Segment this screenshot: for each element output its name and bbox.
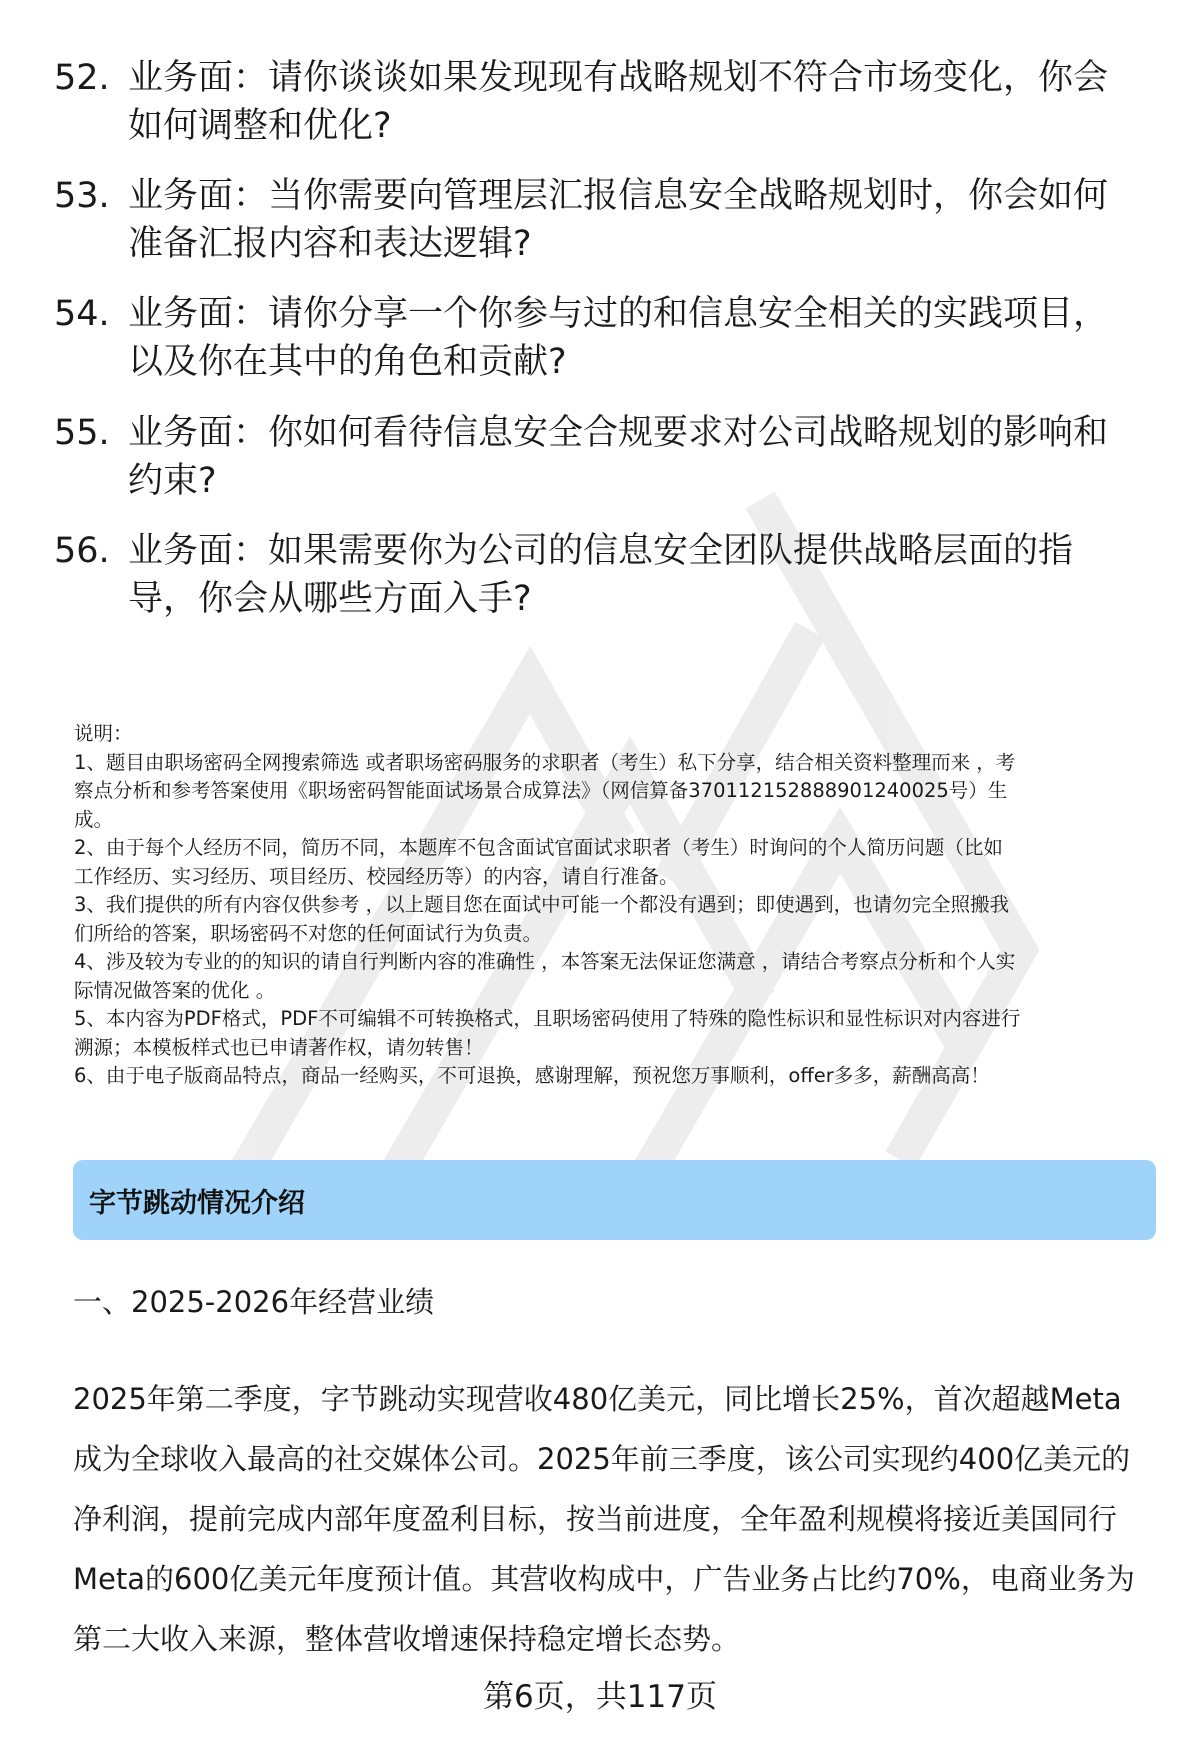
paragraph-line: 净利润，提前完成内部年度盈利目标，按当前进度，全年盈利规模将接近美国同行 <box>73 1502 1118 1536</box>
paragraph-line: 成为全球收入最高的社交媒体公司。2025年前三季度，该公司实现约400亿美元的 <box>73 1442 1131 1476</box>
question-text <box>128 409 1154 505</box>
notes-line: 5、本内容为PDF格式，PDF不可编辑不可转换格式，且职场密码使用了特殊的隐性标识和显性标识对内容进行 <box>74 1007 1021 1030</box>
question-number: 53. <box>54 176 110 216</box>
section-banner <box>73 1160 1156 1240</box>
notes-line: 6、由于电子版商品特点，商品一经购买，不可退换，感谢理解，预祝您万事顺利，offer多多，薪酬高高！ <box>74 1064 990 1087</box>
notes-line: 际情况做答案的优化 。 <box>74 978 276 1002</box>
question-line: 业务面：请你分享一个你参与过的和信息安全相关的实践项目， <box>128 294 1109 334</box>
question-line: 业务面：你如何看待信息安全合规要求对公司战略规划的影响和 <box>128 413 1109 453</box>
question-number: 54. <box>54 294 110 334</box>
notes-line: 溯源；本模板样式也已申请著作权，请勿转售！ <box>74 1035 484 1059</box>
notes-line: 察点分析和参考答案使用《职场密码智能面试场景合成算法》（网信算备370112152888901240025号）生 <box>74 779 1008 802</box>
question-line: 约束? <box>128 461 217 501</box>
question-line: 导，你会从哪些方面入手? <box>128 579 532 619</box>
notes-line: 工作经历、实习经历、项目经历、校园经历等）的内容，请自行准备。 <box>74 864 679 888</box>
question-text <box>128 290 1154 386</box>
section-title: 字节跳动情况介绍 <box>89 1187 305 1219</box>
question-line: 业务面：如果需要你为公司的信息安全团队提供战略层面的指 <box>128 531 1074 571</box>
paragraph-line: 2025年第二季度，字节跳动实现营收480亿美元，同比增长25%，首次超越Meta <box>73 1382 1122 1416</box>
paragraph-line: 第二大收入来源，整体营收增速保持稳定增长态势。 <box>73 1622 741 1656</box>
section-paragraph <box>73 1369 1163 1669</box>
notes-line: 2、由于每个人经历不同，简历不同，本题库不包含面试官面试求职者（考生）时询问的个人简历问题（比如 <box>74 836 1003 859</box>
question-item-56 <box>54 527 1154 623</box>
notes-title: 说明： <box>74 722 133 745</box>
notes-line: 们所给的答案，职场密码不对您的任何面试行为负责。 <box>74 921 543 945</box>
question-number: 56. <box>54 531 110 571</box>
question-item-54 <box>54 290 1154 386</box>
question-number: 55. <box>54 413 110 453</box>
question-line: 业务面：当你需要向管理层汇报信息安全战略规划时，你会如何 <box>128 176 1109 216</box>
question-item-52 <box>54 54 1154 150</box>
question-line: 业务面：请你谈谈如果发现现有战略规划不符合市场变化，你会 <box>128 58 1109 98</box>
notes-line: 成。 <box>74 807 114 831</box>
disclaimer-notes <box>74 720 1164 1091</box>
question-line: 准备汇报内容和表达逻辑? <box>128 224 532 264</box>
question-line: 如何调整和优化? <box>128 106 392 146</box>
question-text <box>128 172 1154 268</box>
question-item-53 <box>54 172 1154 268</box>
notes-line: 3、我们提供的所有内容仅供参考 ，以上题目您在面试中可能一个都没有遇到；即使遇到，也请勿完全照搬我 <box>74 893 1010 916</box>
section-subheading: 一、2025-2026年经营业绩 <box>73 1285 435 1319</box>
paragraph-line: Meta的600亿美元年度预计值。其营收构成中，广告业务占比约70%，电商业务为 <box>73 1562 1135 1596</box>
question-item-55 <box>54 409 1154 505</box>
question-line: 以及你在其中的角色和贡献? <box>128 342 567 382</box>
question-text <box>128 54 1154 150</box>
page-number: 第6页，共117页 <box>483 1679 717 1715</box>
question-number: 52. <box>54 58 110 98</box>
notes-line: 1、题目由职场密码全网搜索筛选 或者职场密码服务的求职者（考生）私下分享，结合相关资料整理而来 ，考 <box>74 750 1016 774</box>
question-text <box>128 527 1154 623</box>
notes-line: 4、涉及较为专业的的知识的请自行判断内容的准确性 ，本答案无法保证您满意 ，请结合考察点分析和个人实 <box>74 950 1016 973</box>
